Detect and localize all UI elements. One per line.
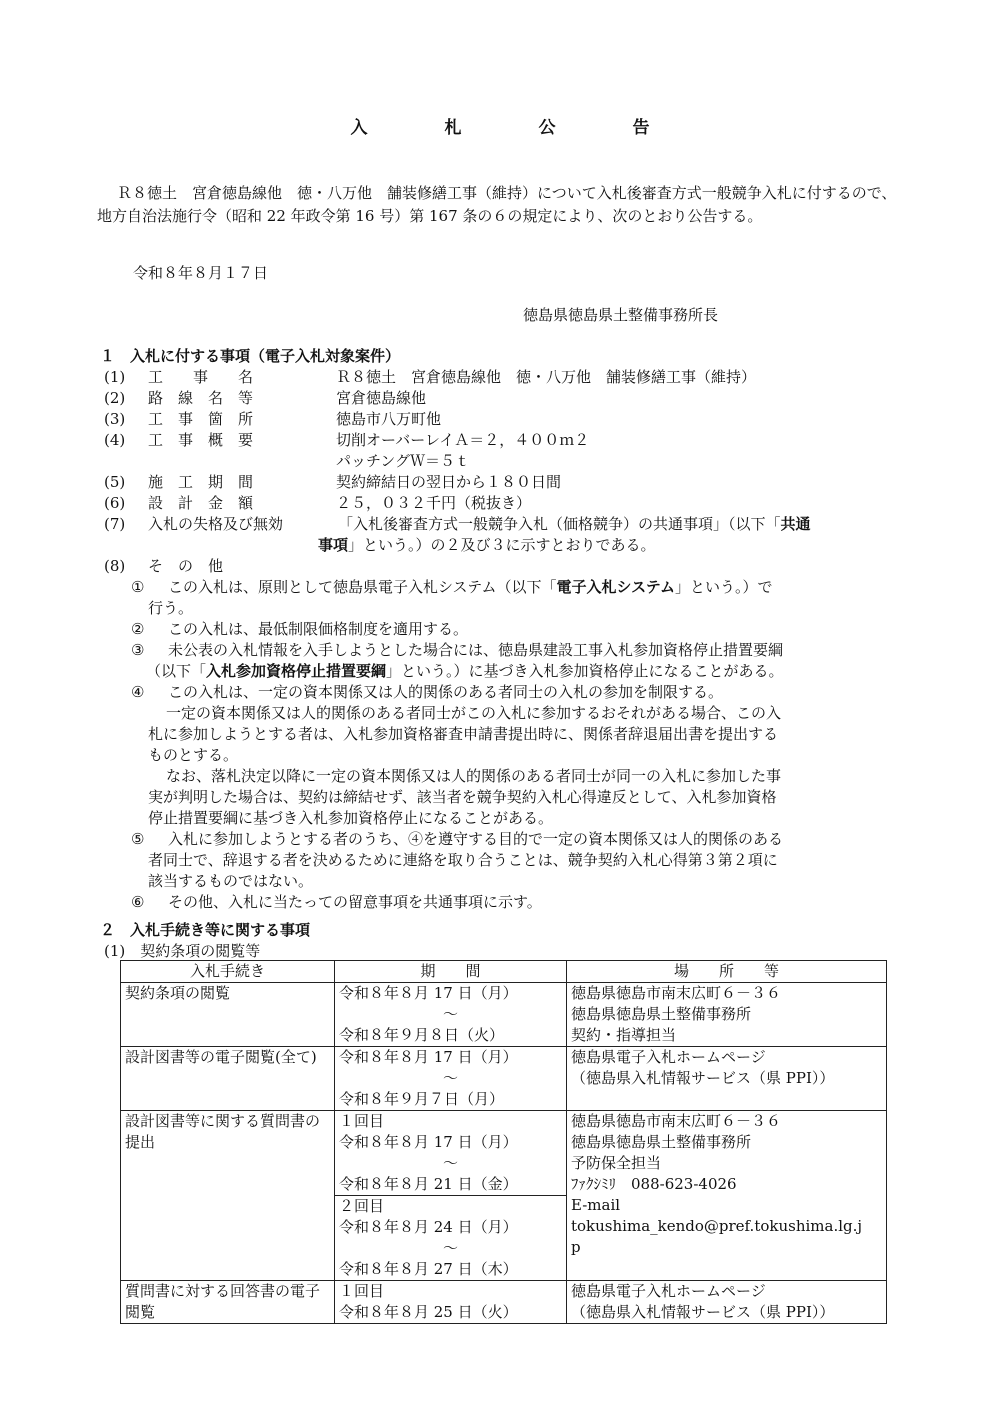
period-start: 令和８年８月 17 日（月） <box>339 1133 518 1151</box>
section2-sub1: (1) 契約条項の閲覧等 <box>104 942 261 960</box>
place-cell <box>567 983 887 1047</box>
item-label: 工 事 概 要 <box>148 431 254 449</box>
place-line: 契約・指導担当 <box>571 1026 677 1044</box>
item-value: 徳島市八万町他 <box>336 410 442 428</box>
place-line: 徳島県徳島市南末広町６－３６ <box>571 984 782 1002</box>
other-p6: その他、入札に当たっての留意事項を共通事項に示す。 <box>168 893 542 911</box>
other-p1-line2: 行う。 <box>148 599 194 617</box>
item-value: Ｒ８徳土 宮倉徳島線他 徳・八万他 舗装修繕工事（維持） <box>336 368 757 386</box>
place-line: 徳島県電子入札ホームページ <box>571 1048 766 1066</box>
item-label: そ の 他 <box>148 557 224 575</box>
place-line: 徳島県徳島県土整備事務所 <box>571 1133 752 1151</box>
period-tilde: ～ <box>442 1239 458 1257</box>
procedure-cell: 契約条項の閲覧 <box>121 983 335 1047</box>
marker-2: ② <box>131 620 145 638</box>
period-tilde: ～ <box>442 1069 458 1087</box>
period-cell <box>335 1111 567 1281</box>
issuer: 徳島県徳島県土整備事務所長 <box>523 306 719 324</box>
section2-heading: ２ 入札手続き等に関する事項 <box>100 921 311 939</box>
period-tilde: ～ <box>442 1154 458 1172</box>
other-p3-line1: 未公表の入札情報を入手しようとした場合には、徳島県建設工事入札参加資格停止措置要綱 <box>168 641 784 659</box>
item7-line1 <box>338 514 811 534</box>
item-label: 工 事 箇 所 <box>148 410 254 428</box>
item-label: 設 計 金 額 <box>148 494 254 512</box>
item-no: (4) <box>104 431 126 449</box>
marker-5: ⑤ <box>131 830 145 848</box>
period-start: 令和８年８月 17 日（月） <box>339 1048 518 1066</box>
marker-4: ④ <box>131 683 145 701</box>
item-no: (3) <box>104 410 126 428</box>
item-no: (5) <box>104 473 126 491</box>
other-p3-line2 <box>146 661 784 681</box>
place-line: 徳島県徳島市南末広町６－３６ <box>571 1112 782 1130</box>
period-start: 令和８年８月 24 日（月） <box>339 1218 518 1236</box>
place-line: 予防保全担当 <box>571 1154 662 1172</box>
period-start: 令和８年８月 17 日（月） <box>339 984 518 1002</box>
other-p1-line1 <box>168 577 773 597</box>
place-line: （徳島県入札情報サービス（県 PPI）） <box>571 1069 835 1087</box>
suspension-rules-term: 入札参加資格停止措置要綱 <box>206 662 387 680</box>
email-address: tokushima_kendo@pref.tokushima.lg.j <box>571 1217 863 1235</box>
item7-text-a: 「入札後審査方式一般競争入札（価格競争）の共通事項」（以下「 <box>338 515 781 533</box>
fax-line: ﾌｧｸｼﾐﾘ 088-623-4026 <box>571 1175 737 1193</box>
item-no: (1) <box>104 368 126 386</box>
table-row <box>121 1111 887 1281</box>
marker-1: ① <box>131 578 145 596</box>
marker-3: ③ <box>131 641 145 659</box>
p1-text-c: 」という。）で <box>675 578 773 596</box>
item-label: 入札の失格及び無効 <box>148 515 284 533</box>
item-value: 切削オーバーレイＡ＝２，４００ｍ２ <box>336 431 590 449</box>
period-tilde: ～ <box>442 1005 458 1023</box>
e-bid-system-term: 電子入札システム <box>556 578 676 596</box>
period-cell <box>335 1047 567 1111</box>
place-line: 徳島県電子入札ホームページ <box>571 1282 766 1300</box>
period-cell <box>335 983 567 1047</box>
p3-text-d: 」という。）に基づき入札参加資格停止になることがある。 <box>386 662 784 680</box>
common-items-term-cont: 事項 <box>318 536 349 554</box>
table-row <box>121 1281 887 1324</box>
p1-text-a: この入札は、原則として徳島県電子入札システム（以下「 <box>168 578 557 596</box>
period-end: 令和８年８月 27 日（木） <box>339 1260 518 1278</box>
place-cell <box>567 1047 887 1111</box>
other-p4-line4: ものとする。 <box>148 746 239 764</box>
other-p5-line3: 該当するものではない。 <box>148 872 314 890</box>
item-value: 契約締結日の翌日から１８０日間 <box>336 473 562 491</box>
place-cell <box>567 1281 887 1324</box>
notice-date: 令和８年８月１７日 <box>133 264 269 282</box>
item-no: (2) <box>104 389 126 407</box>
col-header-procedure: 入札手続き <box>121 961 335 983</box>
table-row <box>121 983 887 1047</box>
email-label: E-mail <box>571 1196 621 1214</box>
procedure-table <box>120 960 887 1324</box>
place-line: 徳島県徳島県土整備事務所 <box>571 1005 752 1023</box>
place-line: （徳島県入札情報サービス（県 PPI）） <box>571 1303 835 1321</box>
period-start: 令和８年８月 25 日（火） <box>339 1303 518 1321</box>
procedure-cell: 設計図書等の電子閲覧(全て) <box>121 1047 335 1111</box>
item7-line2 <box>318 535 656 555</box>
procedure-cell: 質問書に対する回答書の電子閲覧 <box>121 1281 335 1324</box>
intro-paragraph: Ｒ８徳土 宮倉徳島線他 徳・八万他 舗装修繕工事（維持）について入札後審査方式一般競争入札に付するので、地方自治法施行令（昭和 22 年政令第 16 号）第 167 条の６の規定により、次のとおり公告する。 <box>97 184 897 225</box>
col-header-period: 期 間 <box>335 961 567 983</box>
col-header-place: 場 所 等 <box>567 961 887 983</box>
p3-text-b: （以下「 <box>146 662 207 680</box>
marker-6: ⑥ <box>131 893 145 911</box>
item-no: (7) <box>104 515 126 533</box>
item-no: (8) <box>104 557 126 575</box>
round-label: １回目 <box>339 1282 385 1300</box>
round-label: ２回目 <box>335 1195 566 1217</box>
other-p5-line1: 入札に参加しようとする者のうち、④を遵守する目的で一定の資本関係又は人的関係のある <box>168 830 784 848</box>
period-cell <box>335 1281 567 1324</box>
other-p4-line2: 一定の資本関係又は人的関係のある者同士がこの入札に参加するおそれがある場合、この入 <box>166 704 782 722</box>
table-header-row <box>121 961 887 983</box>
table-row <box>121 1047 887 1111</box>
item-value-line2: パッチングＷ＝５ｔ <box>336 452 470 470</box>
item-label: 路 線 名 等 <box>148 389 254 407</box>
other-p4-line6: 実が判明した場合は、契約は締結せず、該当者を競争契約入札心得違反として、入札参加資格 <box>148 788 777 806</box>
period-end: 令和８年８月 21 日（金） <box>339 1175 518 1193</box>
period-end: 令和８年９月８日（火） <box>339 1026 505 1044</box>
item-value: 宮倉徳島線他 <box>336 389 427 407</box>
common-items-term: 共通 <box>780 515 811 533</box>
email-address-cont: p <box>571 1238 581 1256</box>
section1-heading: １ 入札に付する事項（電子入札対象案件） <box>100 347 401 365</box>
other-p4-line3: 札に参加しようとする者は、入札参加資格審査申請書提出時に、関係者辞退届出書を提出する <box>148 725 779 743</box>
period-end: 令和８年９月７日（月） <box>339 1090 505 1108</box>
item7-text-b: 」という。）の２及び３に示すとおりである。 <box>348 536 656 554</box>
item-label: 工 事 名 <box>148 368 254 386</box>
round-label: １回目 <box>339 1112 385 1130</box>
item-label: 施 工 期 間 <box>148 473 254 491</box>
other-p2: この入札は、最低制限価格制度を適用する。 <box>168 620 469 638</box>
other-p5-line2: 者同士で、辞退する者を決めるために連絡を取り合うことは、競争契約入札心得第３第２項に <box>148 851 778 869</box>
procedure-cell: 設計図書等に関する質問書の提出 <box>121 1111 335 1281</box>
item-no: (6) <box>104 494 126 512</box>
other-p4-line5: なお、落札決定以降に一定の資本関係又は人的関係のある者同士が同一の入札に参加した事 <box>166 767 782 785</box>
place-cell <box>567 1111 887 1281</box>
other-p4-line7: 停止措置要綱に基づき入札参加資格停止になることがある。 <box>148 809 554 827</box>
page-title: 入 札 公 告 <box>350 118 680 138</box>
other-p4-line1: この入札は、一定の資本関係又は人的関係のある者同士の入札の参加を制限する。 <box>168 683 724 701</box>
item-value: ２５，０３２千円（税抜き） <box>336 494 532 512</box>
